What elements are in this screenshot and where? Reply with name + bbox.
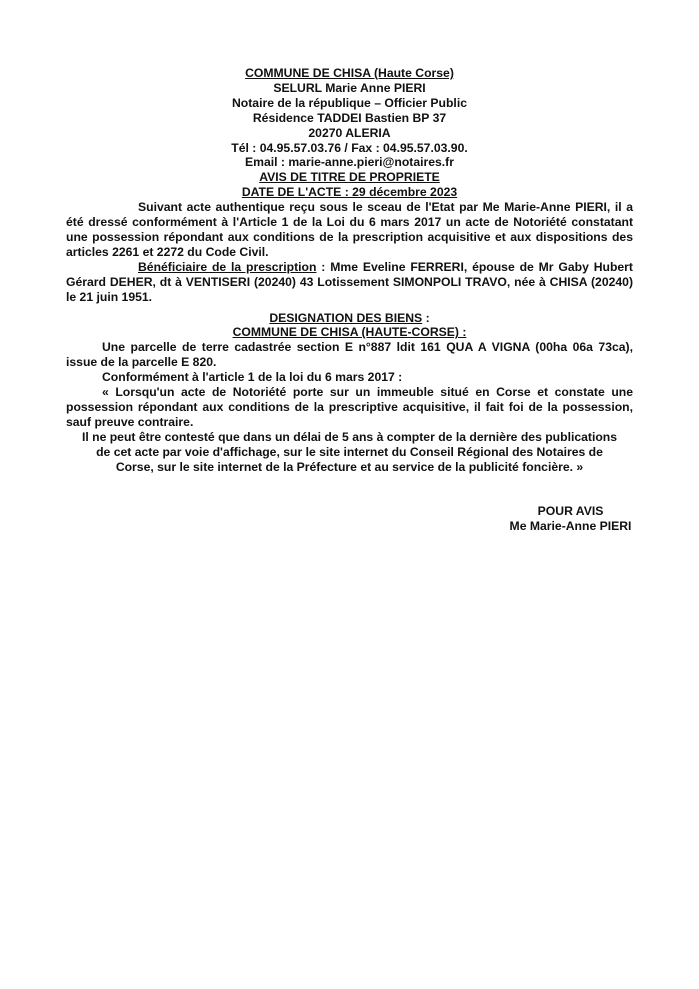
designation-title: DESIGNATION DES BIENS xyxy=(269,310,423,325)
designation-suffix: : xyxy=(422,310,430,325)
designation-heading xyxy=(66,311,633,326)
header-role: Notaire de la république – Officier Public xyxy=(231,95,467,110)
intro-paragraph: Suivant acte authentique reçu sous le sceau de l'Etat par Me Marie-Anne PIERI, il a été dressé conformément à l'Article 1 de la Loi du 6 mars 2017 un acte de Notoriété constatant une possession répondant aux conditions de la prescription acquisitive et aux dispositions des articles 2261 et 2272 du Code Civil. xyxy=(66,200,633,259)
law-reference: Conformément à l'article 1 de la loi du 6 mars 2017 : xyxy=(102,370,403,385)
beneficiary-paragraph xyxy=(66,260,633,305)
header-phone: Tél : 04.95.57.03.76 / Fax : 04.95.57.03.90. xyxy=(231,140,468,155)
signature-line-1: POUR AVIS xyxy=(537,504,604,519)
document-title: AVIS DE TITRE DE PROPRIETE xyxy=(259,170,440,185)
act-date: DATE DE L'ACTE : 29 décembre 2023 xyxy=(241,185,458,200)
header-email: Email : marie-anne.pieri@notaires.fr xyxy=(245,155,454,170)
parcel-paragraph: Une parcelle de terre cadastrée section E n°887 ldit 161 QUA A VIGNA (00ha 06a 73ca), issue de la parcelle E 820. xyxy=(66,340,633,370)
commune-heading: COMMUNE DE CHISA (HAUTE-CORSE) : xyxy=(232,325,467,340)
beneficiary-label: Bénéficiaire de la prescription xyxy=(138,259,317,274)
beneficiary-text: : Mme Eveline FERRERI, épouse de Mr Gaby Hubert Gérard DEHER, dt à VENTISERI (20240) 43 Lotissement SIMONPOLI TRAVO, née à CHISA (20240) le 21 juin 1951. xyxy=(66,259,633,304)
header-residence: Résidence TADDEI Bastien BP 37 xyxy=(252,110,447,125)
header-firm: SELURL Marie Anne PIERI xyxy=(273,80,426,95)
document-page xyxy=(66,66,633,534)
quote-paragraph: « Lorsqu'un acte de Notoriété porte sur un immeuble situé en Corse et constate une possession répondant aux conditions de la prescriptive acquisitive, il fait foi de la possession, sauf preuve contraire. xyxy=(66,385,633,429)
signature-line-2: Me Marie-Anne PIERI xyxy=(509,519,632,534)
header-commune: COMMUNE DE CHISA (Haute Corse) xyxy=(245,66,454,80)
quote-end-paragraph: Il ne peut être contesté que dans un délai de 5 ans à compter de la dernière des publications de cet acte par voie d'affichage, sur le site internet du Conseil Régional des Notaires de Corse, sur le site internet de la Préfecture et au service de la publicité foncière. » xyxy=(81,429,618,474)
header-city: 20270 ALERIA xyxy=(308,125,391,140)
